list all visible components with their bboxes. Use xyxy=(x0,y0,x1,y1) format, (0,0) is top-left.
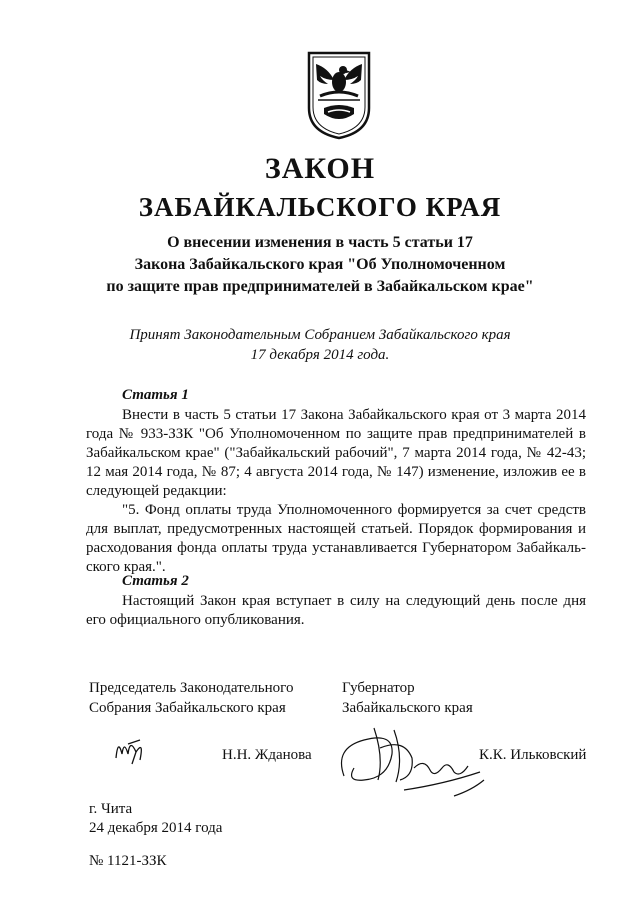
adopted-line-2: 17 декабря 2014 года. xyxy=(250,347,390,363)
article-2-body xyxy=(86,592,586,630)
document-issuer: ЗАБАЙКАЛЬСКОГО КРАЯ xyxy=(138,192,502,222)
signing-date: 24 декабря 2014 года xyxy=(89,820,223,836)
article-2-paragraph-1: Настоящий Закон края вступает в силу на следующий день после дня его официального опубликования. xyxy=(86,593,586,628)
document-title: ЗАКОН xyxy=(264,152,376,185)
coat-of-arms-icon xyxy=(306,50,372,140)
adopted-line-1: Принят Законодательным Собранием Забайкальского края xyxy=(129,327,511,343)
chair-position-line-2: Собрания Забайкальского края xyxy=(89,700,286,716)
governor-position-line-1: Губернатор xyxy=(342,680,415,696)
subtitle-line-2: Закона Забайкальского края "Об Уполномоченном xyxy=(134,256,506,273)
article-2-heading: Статья 2 xyxy=(122,573,189,589)
law-number: № 1121-ЗЗК xyxy=(89,853,167,869)
article-1-body xyxy=(86,406,586,577)
article-1-paragraph-2: "5. Фонд оплаты труда Уполномоченного формируется за счет средств для выплат, предусмотренных настоящей статьей. Порядок формирования и расходования фонда оплаты труда устанавливается Губернатором Забайкаль-ского края.". xyxy=(86,502,586,575)
subtitle-line-3: по защите прав предпринимателей в Забайкальском крае" xyxy=(106,278,534,295)
article-1-paragraph-1: Внести в часть 5 статьи 17 Закона Забайкальского края от 3 марта 2014 года № 933-ЗЗК "Об Уполномоченном по защите прав предпринимателей в Забайкальском крае" ("Забайкальский рабочий", 7 марта 2014 года, № 42-43; 12 мая 2014 года, № 87; 4 августа 2014 года, № 147) изменение, изложив ее в следующей редакции: xyxy=(86,407,586,499)
city: г. Чита xyxy=(89,801,133,817)
chair-signature-icon xyxy=(110,730,160,770)
subtitle-line-1: О внесении изменения в часть 5 статьи 17 xyxy=(167,234,473,251)
article-1-heading: Статья 1 xyxy=(122,387,189,403)
chair-position-line-1: Председатель Законодательного xyxy=(89,680,294,696)
governor-position-line-2: Забайкальского края xyxy=(342,700,473,716)
chair-name: Н.Н. Жданова xyxy=(222,747,312,763)
governor-name: К.К. Ильковский xyxy=(479,747,587,763)
